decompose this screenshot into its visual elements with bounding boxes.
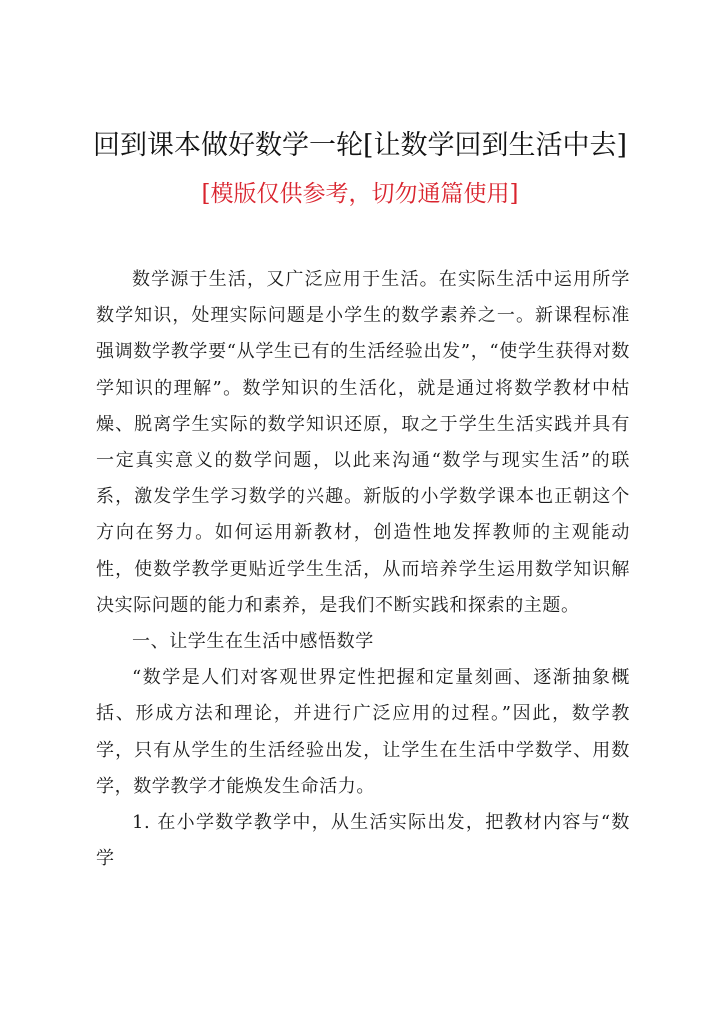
paragraph-quote: “数学是人们对客观世界定性把握和定量刻画、逐渐抽象概括、形成方法和理论，并进行广泛应用的过程。”因此，数学教学，只有从学生的生活经验出发，让学生在生活中学数学、用数学，数学教学才能焕发生命活力。	[96, 667, 630, 797]
section-heading-1: 一、让学生在生活中感悟数学	[132, 631, 374, 653]
paragraph-intro: 数学源于生活，又广泛应用于生活。在实际生活中运用所学数学知识，处理实际问题是小学生的数学素养之一。新课程标准强调数学教学要“从学生已有的生活经验出发”，“使学生获得对数学知识的理解”。数学知识的生活化，就是通过将数学教材中枯燥、脱离学生实际的数学知识还原，取之于学生生活实践并具有一定真实意义的数学问题，以此来沟通“数学与现实生活”的联系，激发学生学习数学的兴趣。新版的小学数学课本也正朝这个方向在努力。如何运用新教材，创造性地发挥教师的主观能动性，使数学教学更贴近学生生活，从而培养学生运用数学知识解决实际问题的能力和素养，是我们不断实践和探索的主题。	[96, 269, 630, 616]
paragraph-point-1: 1. 在小学数学教学中，从生活实际出发，把教材内容与“数学	[96, 812, 630, 870]
document-subtitle: [模版仅供参考，切勿通篇使用]	[201, 181, 519, 207]
document-body	[96, 262, 630, 877]
document-title: 回到课本做好数学一轮[让数学回到生活中去]	[92, 130, 628, 161]
